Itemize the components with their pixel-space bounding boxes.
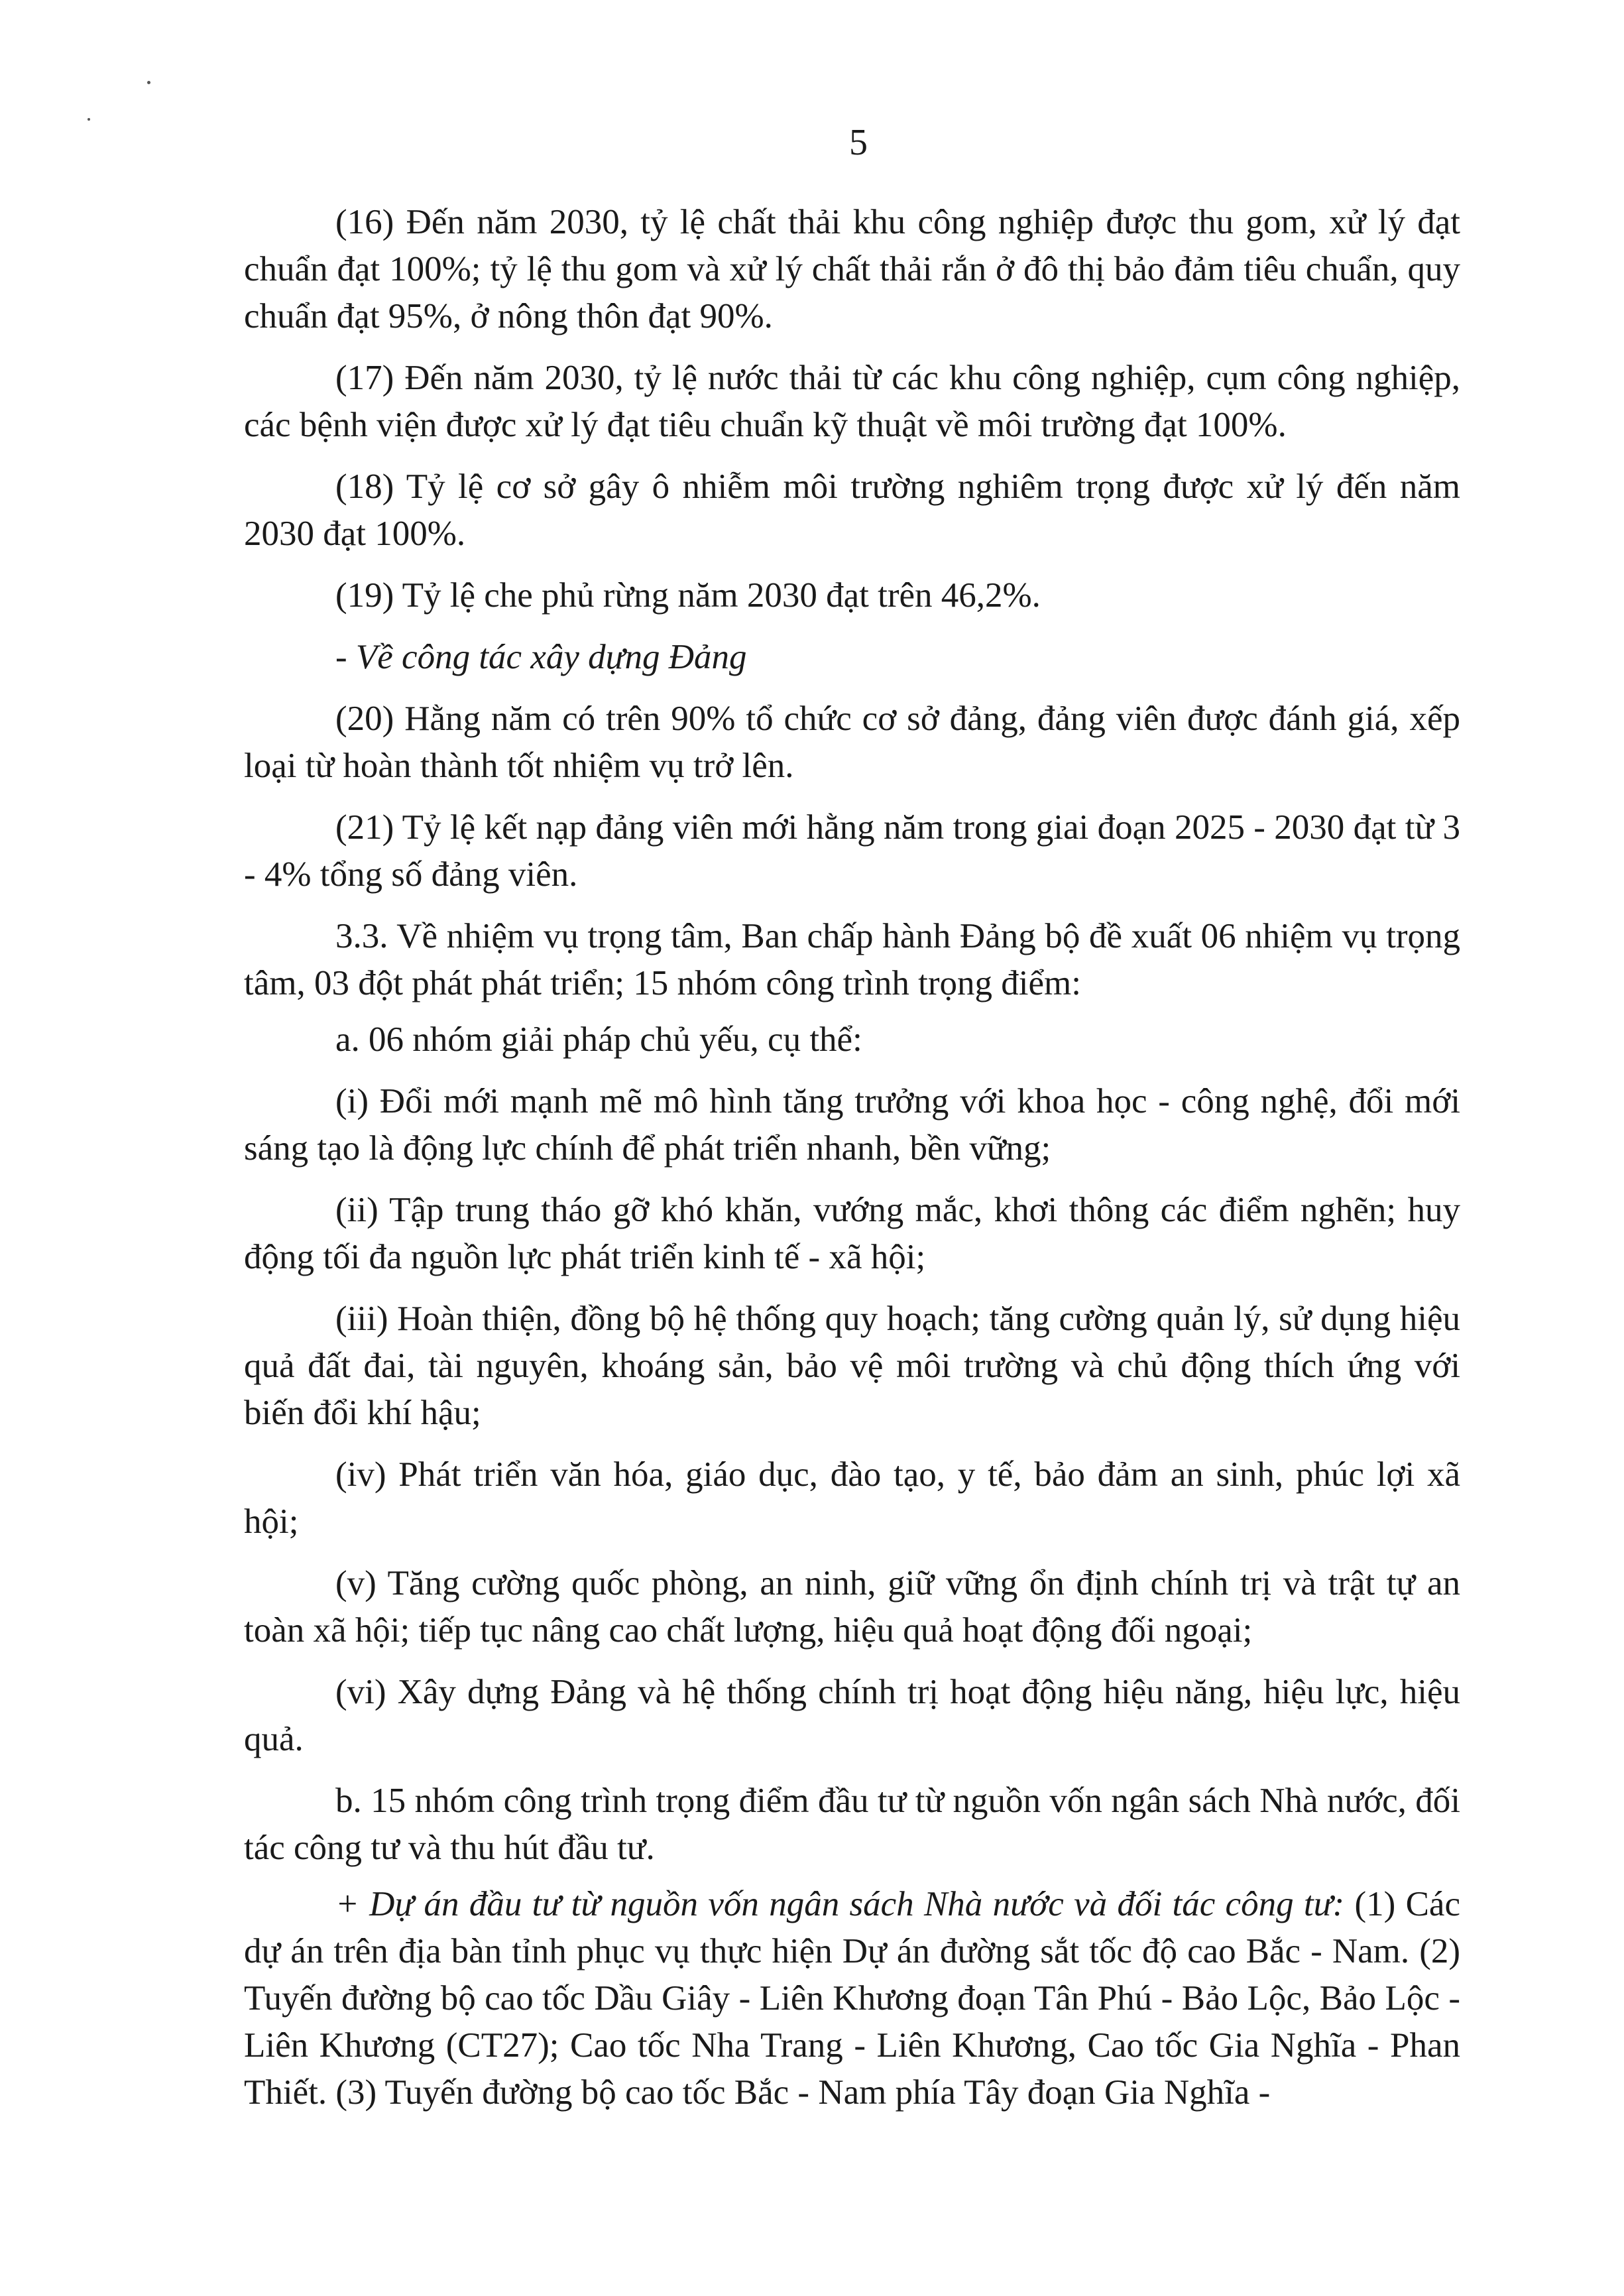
paragraph-investment-projects	[244, 1881, 1460, 2116]
paragraph-16: (16) Đến năm 2030, tỷ lệ chất thải khu công nghiệp được thu gom, xử lý đạt chuẩn đạt 100%; tỷ lệ thu gom và xử lý chất thải rắn ở đô thị bảo đảm tiêu chuẩn, quy chuẩn đạt 95%, ở nông thôn đạt 90%.	[244, 203, 1460, 335]
paragraph-b: b. 15 nhóm công trình trọng điểm đầu tư từ nguồn vốn ngân sách Nhà nước, đối tác công tư và thu hút đầu tư.	[244, 1782, 1460, 1867]
page-number: 5	[849, 122, 868, 163]
investment-projects-text: (1) Các dự án trên địa bàn tỉnh phục vụ thực hiện Dự án đường sắt tốc độ cao Bắc - Nam. (2) Tuyến đường bộ cao tốc Dầu Giây - Liên Khương đoạn Tân Phú - Bảo Lộc, Bảo Lộc - Liên Khương (CT27); Cao tốc Nha Trang - Liên Khương, Cao tốc Gia Nghĩa - Phan Thiết. (3) Tuyến đường bộ cao tốc Bắc - Nam phía Tây đoạn Gia Nghĩa -	[244, 1885, 1460, 2112]
paragraph-iii: (iii) Hoàn thiện, đồng bộ hệ thống quy hoạch; tăng cường quản lý, sử dụng hiệu quả đất đai, tài nguyên, khoáng sản, bảo vệ môi trường và chủ động thích ứng với biến đổi khí hậu;	[244, 1299, 1460, 1432]
paragraph-a: a. 06 nhóm giải pháp chủ yếu, cụ thể:	[335, 1020, 862, 1059]
scan-speck	[87, 118, 90, 121]
paragraph-v: (v) Tăng cường quốc phòng, an ninh, giữ vững ổn định chính trị và trật tự an toàn xã hội; tiếp tục nâng cao chất lượng, hiệu quả hoạt động đối ngoại;	[244, 1564, 1460, 1650]
paragraph-iv: (iv) Phát triển văn hóa, giáo dục, đào tạo, y tế, bảo đảm an sinh, phúc lợi xã hội;	[244, 1455, 1460, 1541]
section-heading-party-building: - Về công tác xây dựng Đảng	[335, 638, 747, 676]
paragraph-19: (19) Tỷ lệ che phủ rừng năm 2030 đạt trên 46,2%.	[335, 576, 1041, 615]
paragraph-21: (21) Tỷ lệ kết nạp đảng viên mới hằng năm trong giai đoạn 2025 - 2030 đạt từ 3 - 4% tổng số đảng viên.	[244, 808, 1460, 894]
paragraph-i: (i) Đổi mới mạnh mẽ mô hình tăng trưởng với khoa học - công nghệ, đổi mới sáng tạo là động lực chính để phát triển nhanh, bền vững;	[244, 1082, 1460, 1168]
paragraph-20: (20) Hằng năm có trên 90% tổ chức cơ sở đảng, đảng viên được đánh giá, xếp loại từ hoàn thành tốt nhiệm vụ trở lên.	[244, 699, 1460, 785]
paragraph-18: (18) Tỷ lệ cơ sở gây ô nhiễm môi trường nghiêm trọng được xử lý đến năm 2030 đạt 100%.	[244, 467, 1460, 553]
document-body	[244, 199, 1460, 2116]
scan-speck	[147, 81, 150, 84]
investment-projects-lead: + Dự án đầu tư từ nguồn vốn ngân sách Nhà nước và đối tác công tư:	[335, 1885, 1345, 1923]
paragraph-3-3: 3.3. Về nhiệm vụ trọng tâm, Ban chấp hành Đảng bộ đề xuất 06 nhiệm vụ trọng tâm, 03 đột phát phát triển; 15 nhóm công trình trọng điểm:	[244, 917, 1460, 1002]
paragraph-ii: (ii) Tập trung tháo gỡ khó khăn, vướng mắc, khơi thông các điểm nghẽn; huy động tối đa nguồn lực phát triển kinh tế - xã hội;	[244, 1191, 1460, 1276]
paragraph-17: (17) Đến năm 2030, tỷ lệ nước thải từ các khu công nghiệp, cụm công nghiệp, các bệnh viện được xử lý đạt tiêu chuẩn kỹ thuật về môi trường đạt 100%.	[244, 359, 1460, 444]
paragraph-vi: (vi) Xây dựng Đảng và hệ thống chính trị hoạt động hiệu năng, hiệu lực, hiệu quả.	[244, 1673, 1460, 1758]
